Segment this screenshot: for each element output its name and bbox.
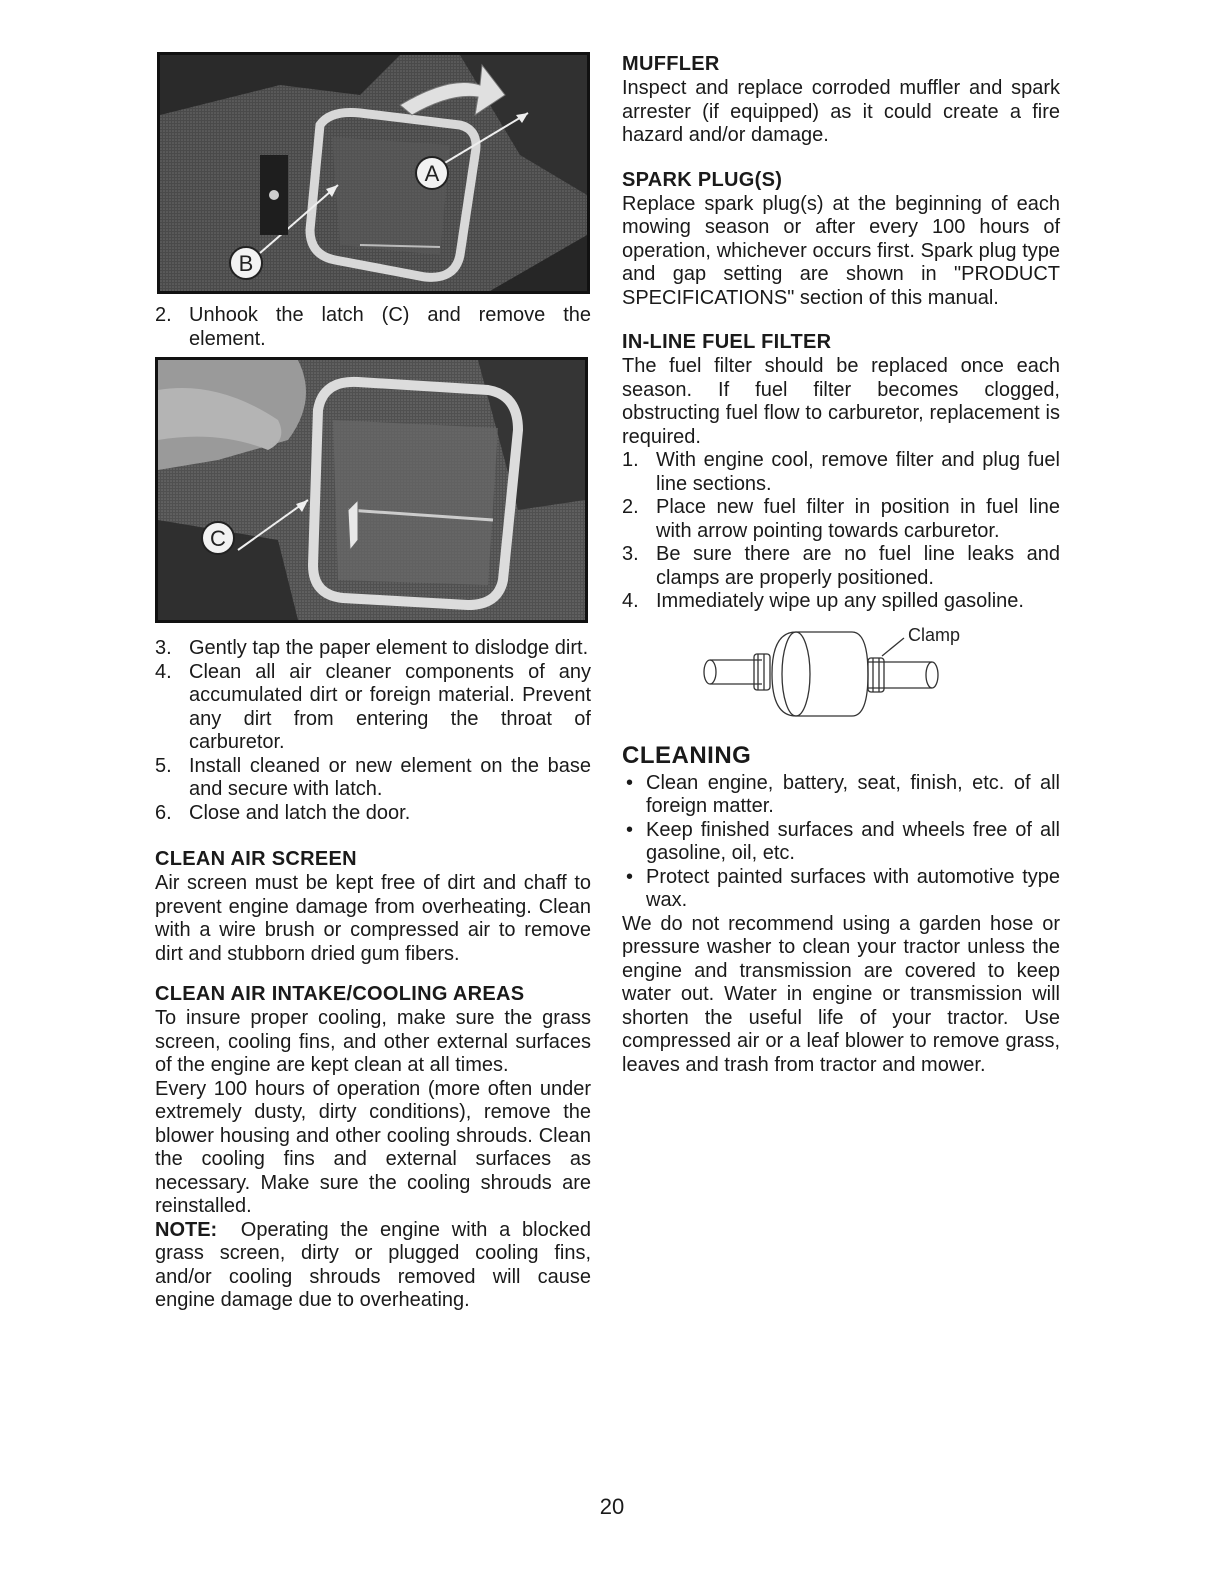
list-item (622, 772, 1060, 819)
section-body: Air screen must be kept free of dirt and chaff to prevent engine damage from overheating. Clean with a wire brush or compressed air to remove dirt and stubborn dried gum fibers. (155, 872, 591, 965)
section-body: Every 100 hours of operation (more often under extremely dusty, dirty conditions), remove the blower housing and other cooling shrouds. Clean the cooling fins and external surfaces as necessary. Make sure the cooling shrouds are reinstalled. (155, 1077, 591, 1217)
list-item (155, 802, 591, 826)
step-number: 3. (622, 543, 639, 565)
cleaning-section (622, 742, 1060, 1078)
list-item (622, 590, 1060, 614)
step-number: 2. (155, 304, 172, 326)
list-item (622, 866, 1060, 913)
step-number: 4. (622, 590, 639, 612)
clean-air-screen-section (155, 847, 591, 966)
spark-plug-section (622, 168, 1060, 311)
right-column (622, 52, 1060, 1093)
bullet-text: Clean engine, battery, seat, finish, etc. of all foreign matter. (646, 771, 1060, 817)
section-body: Replace spark plug(s) at the beginning of each mowing season or after every 100 hours of operation, whichever occurs first. Spark plug type and gap setting are shown in "PRODUCT SPECIFICATIONS" section of this manual. (622, 192, 1060, 309)
section-heading: CLEANING (622, 741, 752, 769)
note-label: NOTE: (155, 1218, 218, 1241)
left-column (155, 52, 591, 1329)
step-text: Gently tap the paper element to dislodge dirt. (189, 637, 589, 659)
list-item (622, 449, 1060, 496)
step-text: Be sure there are no fuel line leaks and clamps are properly positioned. (656, 543, 1060, 589)
section-body: To insure proper cooling, make sure the grass screen, cooling fins, and other external surfaces of the engine are kept clean at all times. (155, 1007, 591, 1076)
list-item (155, 661, 591, 755)
section-heading: SPARK PLUG(S) (622, 168, 783, 191)
fuel-filter-section (622, 330, 1060, 726)
note-text: Operating the engine with a blocked grass screen, dirty or plugged cooling fins, and/or cooling shrouds removed will cause engine damage due to overheating. (155, 1218, 591, 1311)
section-heading: CLEAN AIR INTAKE/COOLING AREAS (155, 983, 525, 1005)
list-item (622, 496, 1060, 543)
step-text: Close and latch the door. (189, 801, 411, 824)
cleaning-bullets (622, 772, 1060, 913)
step-number: 4. (155, 660, 172, 683)
list-item (155, 755, 591, 802)
step-number: 5. (155, 754, 172, 777)
section-heading: CLEAN AIR SCREEN (155, 848, 357, 870)
step-number: 2. (622, 496, 639, 518)
air-cleaner-door-illustration (160, 55, 587, 291)
element-removal-illustration (158, 360, 585, 620)
bullet-symbol: • (626, 818, 634, 841)
section-body: Inspect and replace corroded muffler and spark arrester (if equipped) as it could create a fire hazard and/or damage. (622, 77, 1060, 146)
step-text: Place new fuel filter in position in fuel line with arrow pointing towards carburetor. (656, 496, 1060, 542)
note-paragraph (155, 1219, 591, 1313)
bullet-symbol: • (626, 771, 634, 794)
section-heading: IN-LINE FUEL FILTER (622, 331, 832, 353)
step-number: 1. (622, 449, 639, 471)
step-text: Unhook the latch (C) and remove the element. (189, 304, 591, 350)
step-number: 3. (155, 637, 172, 659)
step-text: Clean all air cleaner components of any accumulated dirt or foreign material. Prevent any dirt from entering the throat of carburetor. (189, 660, 591, 753)
air-cleaner-steps (155, 637, 591, 825)
page-number: 20 (599, 1494, 625, 1519)
fuel-filter-diagram (692, 626, 992, 726)
air-cleaner-door-photo (157, 52, 590, 294)
step-number: 6. (155, 801, 172, 824)
list-item (155, 304, 591, 351)
muffler-section (622, 52, 1060, 148)
bullet-symbol: • (626, 865, 634, 888)
section-body: We do not recommend using a garden hose or pressure washer to clean your tractor unless the engine and transmission are covered to keep water out. Water in engine or transmission will shorten the useful life of your tractor. Use compressed air or a leaf blower to remove grass, leaves and trash from tractor and mower. (622, 912, 1060, 1076)
element-removal-photo (155, 357, 588, 623)
fuel-filter-drawing (692, 626, 992, 726)
clean-air-intake-section (155, 982, 591, 1313)
section-heading: MUFFLER (622, 53, 720, 75)
step-text: Immediately wipe up any spilled gasoline. (656, 590, 1024, 612)
section-body: The fuel filter should be replaced once each season. If fuel filter becomes clogged, obstructing fuel flow to carburetor, replacement is required. (622, 355, 1060, 448)
clamp-label: Clamp (908, 625, 961, 645)
list-item (622, 543, 1060, 590)
callout-b-label: B (238, 251, 254, 276)
callout-c-label: C (210, 526, 226, 551)
list-item (622, 819, 1060, 866)
bullet-text: Protect painted surfaces with automotive type wax. (646, 865, 1060, 911)
fuel-filter-steps (622, 449, 1060, 614)
callout-a-label: A (424, 161, 440, 186)
step-text: Install cleaned or new element on the base and secure with latch. (189, 754, 591, 800)
step-2-list (155, 304, 591, 351)
list-item (155, 637, 591, 661)
step-text: With engine cool, remove filter and plug fuel line sections. (656, 449, 1060, 495)
bullet-text: Keep finished surfaces and wheels free of all gasoline, oil, etc. (646, 818, 1060, 864)
